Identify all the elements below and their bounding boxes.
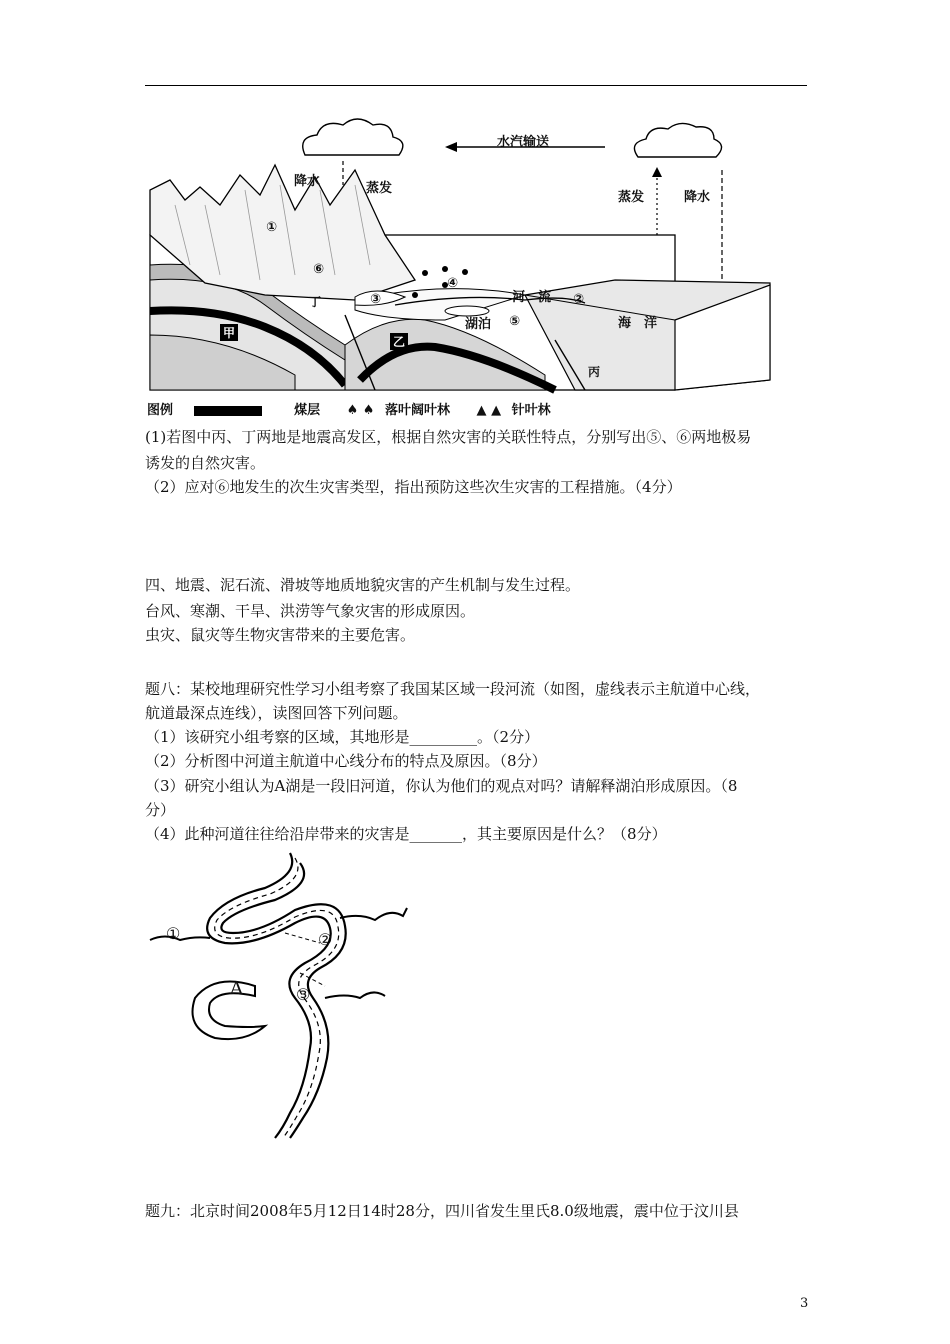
cloud-left [303, 119, 403, 155]
q8-intro-line1: 题八：某校地理研究性学习小组考察了我国某区域一段河流（如图，虚线表示主航道中心线， [145, 680, 761, 698]
river-marker-2: ② [318, 930, 333, 949]
q8-sub4: （4）此种河道往往给沿岸带来的灾害是_______，其主要原因是什么？（8分） [145, 825, 667, 843]
meandering-river-map [145, 848, 415, 1140]
q9-intro: 题九：北京时间2008年5月12日14时28分，四川省发生里氏8.0级地震，震中位于汶川县 [145, 1202, 739, 1220]
label-vapor-transport: 水汽输送 [497, 135, 550, 150]
label-river: 河 流 [512, 290, 552, 305]
coal-swatch [194, 406, 262, 416]
marker-1: ① [266, 220, 278, 235]
q8-sub3-line2: 分） [145, 801, 176, 819]
broadleaf-tree-icon: ♠ ♠ [346, 403, 375, 418]
q7-part1-line2: 诱发的自然灾害。 [145, 454, 266, 472]
legend-title: 图例 [147, 403, 174, 418]
q8-sub2: （2）分析图中河道主航道中心线分布的特点及原因。（8分） [145, 752, 547, 770]
river-marker-3: ③ [296, 985, 311, 1004]
water-cycle-diagram [145, 115, 810, 420]
label-evap-left: 蒸发 [366, 181, 393, 196]
marker-2: ② [573, 292, 585, 307]
label-bing: 丙 [588, 365, 601, 379]
marker-5: ⑤ [509, 314, 521, 329]
q8-sub3-line1: （3）研究小组认为A湖是一段旧河道，你认为他们的观点对吗？请解释湖泊形成原因。（8 [145, 777, 738, 795]
conifer-tree-icon: ▲ ▲ [476, 403, 502, 418]
page-number: 3 [800, 1296, 809, 1311]
oxbow-lake-a [193, 982, 266, 1040]
sec4-line1: 四、地震、泥石流、滑坡等地质地貌灾害的产生机制与发生过程。 [145, 576, 581, 594]
sec4-line2: 台风、寒潮、干旱、洪涝等气象灾害的形成原因。 [145, 602, 476, 620]
label-ocean: 海 洋 [618, 316, 658, 331]
label-ding: 丁 [309, 295, 322, 309]
label-lake: 湖泊 [465, 317, 492, 332]
q8-sub1: （1）该研究小组考察的区域，其地形是_________。（2分） [145, 728, 540, 746]
figure-legend [147, 399, 551, 418]
sec4-line3: 虫灾、鼠灾等生物灾害带来的主要危害。 [145, 626, 416, 644]
label-evap-right: 蒸发 [618, 190, 645, 205]
marker-4: ④ [447, 276, 459, 291]
label-rain-right: 降水 [684, 190, 711, 205]
label-jia: 甲 [220, 324, 238, 341]
marker-3: ③ [370, 292, 382, 307]
legend-coal: 煤层 [294, 403, 321, 418]
legend-broadleaf: 落叶阔叶林 [385, 403, 451, 418]
header-rule [145, 85, 807, 86]
river-marker-1: ① [166, 924, 181, 943]
legend-conifer: 针叶林 [511, 403, 551, 418]
lake-label-a: A [230, 978, 243, 999]
label-rain-left: 降水 [294, 174, 321, 189]
cloud-right [634, 123, 721, 157]
marker-6: ⑥ [313, 262, 325, 277]
q8-intro-line2: 航道最深点连线），读图回答下列问题。 [145, 704, 408, 722]
q7-part1-line1: (1)若图中丙、丁两地是地震高发区，根据自然灾害的关联性特点，分别写出⑤、⑥两地极易 [145, 428, 752, 446]
q7-part2: （2）应对⑥地发生的次生灾害类型，指出预防这些次生灾害的工程措施。（4分） [145, 478, 682, 496]
label-yi: 乙 [390, 333, 408, 350]
